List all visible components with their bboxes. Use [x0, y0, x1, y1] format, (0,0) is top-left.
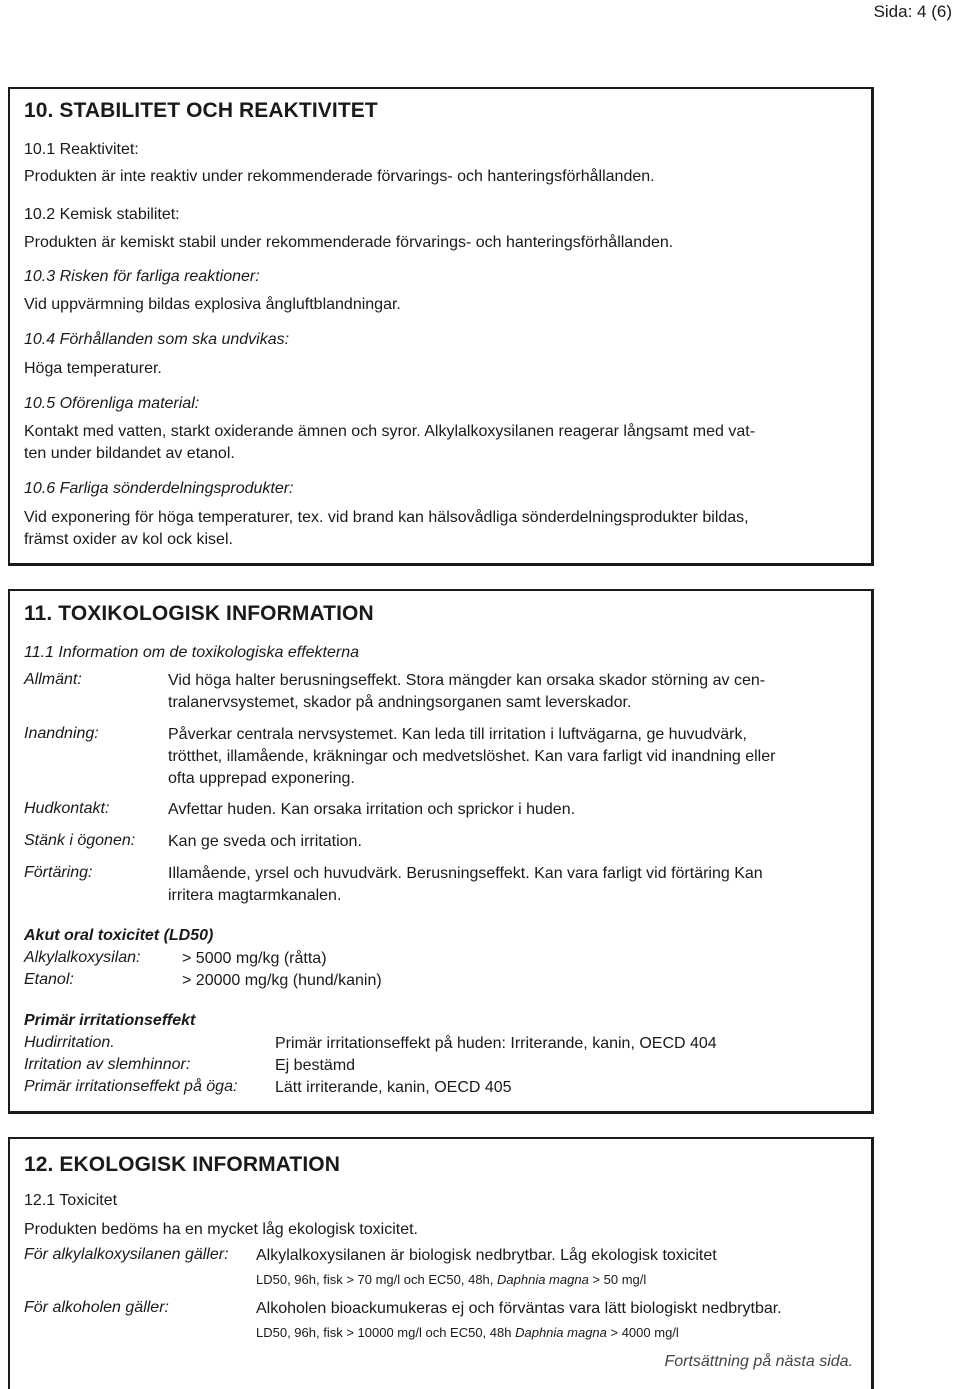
s10-6-heading: 10.6 Farliga sönderdelningsprodukter:	[24, 480, 294, 497]
section-12-title: 12. EKOLOGISK INFORMATION	[24, 1153, 340, 1176]
eco-label-alcohol: För alkoholen gäller:	[24, 1299, 169, 1316]
effect-value-skin: Avfettar huden. Kan orsaka irritation och sprickor i huden.	[168, 801, 576, 818]
s11-1-heading: 11.1 Information om de toxikologiska effekterna	[24, 644, 359, 661]
effect-value-eyes: Kan ge sveda och irritation.	[168, 833, 362, 850]
irritation-label-2: Irritation av slemhinnor:	[24, 1056, 191, 1073]
continue-note: Fortsättning på nästa sida.	[664, 1353, 853, 1370]
s10-4-text: Höga temperaturer.	[24, 360, 162, 377]
s10-6-text-2: främst oxider av kol ock kisel.	[24, 531, 233, 548]
s10-2-heading: 10.2 Kemisk stabilitet:	[24, 206, 180, 223]
s10-3-heading: 10.3 Risken för farliga reaktioner:	[24, 268, 260, 285]
section-10-title: 10. STABILITET OCH REAKTIVITET	[24, 99, 378, 122]
s10-5-text-2: ten under bildandet av etanol.	[24, 445, 235, 462]
s10-6-text-1: Vid exponering för höga temperaturer, tex. vid brand kan hälsovådliga sönderdelningsprodukter bildas,	[24, 509, 749, 526]
section-10-box	[8, 87, 874, 566]
effect-label-ingestion: Förtäring:	[24, 864, 93, 881]
s12-1-heading: 12.1 Toxicitet	[24, 1192, 118, 1209]
irritation-heading: Primär irritationseffekt	[24, 1012, 196, 1029]
eco-detail-alcohol: LD50, 96h, fisk > 10000 mg/l och EC50, 48h Daphnia magna > 4000 mg/l	[256, 1325, 679, 1340]
page-number: Sida: 4 (6)	[873, 2, 952, 21]
eco-label-silane: För alkylalkoxysilanen gäller:	[24, 1246, 229, 1263]
s10-5-heading: 10.5 Oförenliga material:	[24, 395, 200, 412]
effect-value-general: Vid höga halter berusningseffekt. Stora mängder kan orsaka skador störning av cen- tralanervsystemet, skador på andningsorganen samt leverskador.	[168, 672, 766, 711]
section-12-box	[8, 1137, 874, 1389]
s10-5-text-1: Kontakt med vatten, starkt oxiderande ämnen och syror. Alkylalkoxysilanen reagerar långsamt med vat-	[24, 423, 756, 440]
eco-value-alcohol: Alkoholen bioackumukeras ej och förväntas vara lätt biologiskt nedbrytbar.	[256, 1300, 782, 1317]
s10-4-heading: 10.4 Förhållanden som ska undvikas:	[24, 331, 290, 348]
eco-value-silane: Alkylalkoxysilanen är biologisk nedbrytbar. Låg ekologisk toxicitet	[256, 1247, 717, 1264]
effect-value-ingestion: Illamående, yrsel och huvudvärk. Berusningseffekt. Kan vara farligt vid förtäring Kan irritera magtarmkanalen.	[168, 865, 763, 904]
section-11-title: 11. TOXIKOLOGISK INFORMATION	[24, 602, 374, 625]
eco-detail-silane: LD50, 96h, fisk > 70 mg/l och EC50, 48h, Daphnia magna > 50 mg/l	[256, 1272, 647, 1287]
ld50-value-1: > 5000 mg/kg (råtta)	[182, 950, 327, 967]
s12-intro: Produkten bedöms ha en mycket låg ekologisk toxicitet.	[24, 1221, 418, 1238]
effect-label-inhalation: Inandning:	[24, 725, 99, 742]
effect-label-skin: Hudkontakt:	[24, 800, 110, 817]
effect-label-eyes: Stänk i ögonen:	[24, 832, 136, 849]
irritation-value-1: Primär irritationseffekt på huden: Irriterande, kanin, OECD 404	[275, 1035, 717, 1052]
ld50-value-2: > 20000 mg/kg (hund/kanin)	[182, 972, 382, 989]
s10-2-text: Produkten är kemiskt stabil under rekommenderade förvarings- och hanteringsförhållanden.	[24, 234, 674, 251]
s10-3-text: Vid uppvärmning bildas explosiva ångluftblandningar.	[24, 296, 401, 313]
irritation-value-3: Lätt irriterande, kanin, OECD 405	[275, 1079, 512, 1096]
irritation-label-1: Hudirritation.	[24, 1034, 115, 1051]
ld50-heading: Akut oral toxicitet (LD50)	[24, 927, 214, 944]
ld50-label-2: Etanol:	[24, 971, 74, 988]
ld50-label-1: Alkylalkoxysilan:	[24, 949, 141, 966]
effect-value-inhalation: Påverkar centrala nervsystemet. Kan leda till irritation i luftvägarna, ge huvudvärk, trötthet, illamående, kräkningar och medvetslöshet. Kan vara farligt vid inandning eller ofta upprepad exponering.	[168, 726, 776, 787]
s10-1-heading: 10.1 Reaktivitet:	[24, 141, 139, 158]
effect-label-general: Allmänt:	[24, 671, 82, 688]
irritation-value-2: Ej bestämd	[275, 1057, 356, 1074]
section-11-box	[8, 589, 874, 1114]
irritation-label-3: Primär irritationseffekt på öga:	[24, 1078, 238, 1095]
s10-1-text: Produkten är inte reaktiv under rekommenderade förvarings- och hanteringsförhållanden.	[24, 168, 655, 185]
